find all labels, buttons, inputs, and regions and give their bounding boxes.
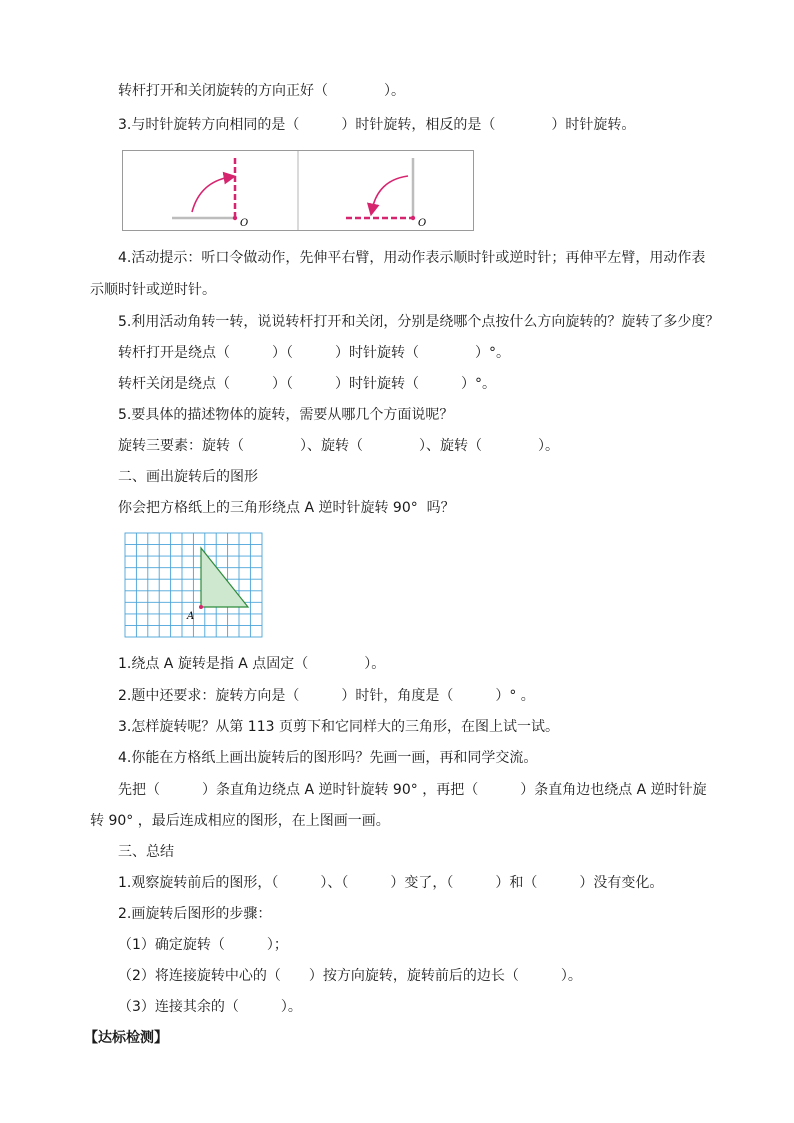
point-a-label: A <box>187 611 195 622</box>
question-5: 5.利用活动角转一转，说说转杆打开和关闭，分别是绕哪个点按什么方向旋转的？旋转了多少度？ <box>118 314 720 330</box>
item-2: 2.题中还要求：旋转方向是（ ）时针，角度是（ ）° 。 <box>118 688 535 704</box>
step-1: （1）确定旋转（ ）； <box>118 937 288 953</box>
triangle <box>201 548 248 607</box>
step-3: （3）连接其余的（ ）。 <box>118 999 302 1015</box>
section-3-heading: 三、总结 <box>118 844 174 860</box>
text-line: 转杆打开和关闭旋转的方向正好（ ）。 <box>118 83 405 99</box>
section-2-question: 你会把方格纸上的三角形绕点 A 逆时针旋转 90° 吗？ <box>118 500 455 516</box>
question-4-cont: 示顺时针或逆时针。 <box>90 282 216 298</box>
item-3: 3.怎样旋转呢？从第 113 页剪下和它同样大的三角形，在图上试一试。 <box>118 719 559 735</box>
item-1: 1.绕点 A 旋转是指 A 点固定（ ）。 <box>118 656 386 672</box>
question-4: 4.活动提示：听口令做动作，先伸平右臂，用动作表示顺时针或逆时针；再伸平左臂，用动作表 <box>118 250 706 266</box>
question-5b: 5.要具体的描述物体的旋转，需要从哪几个方面说呢？ <box>118 407 454 423</box>
question-3: 3.与时针旋转方向相同的是（ ）时针旋转，相反的是（ ）时针旋转。 <box>118 117 636 133</box>
fill-open: 转杆打开是绕点（ ）（ ）时针旋转（ ）°。 <box>118 345 510 361</box>
step-2: （2）将连接旋转中心的（ ）按方向旋转，旋转前后的边长（ ）。 <box>118 968 582 984</box>
point-o-label: O <box>240 218 249 229</box>
point-o-label: O <box>418 218 427 229</box>
item-4-fill: 先把（ ）条直角边绕点 A 逆时针旋转 90° ，再把（ ）条直角边也绕点 A 逆时针旋 <box>118 782 707 798</box>
three-elements: 旋转三要素：旋转（ ）、旋转（ ）、旋转（ ）。 <box>118 438 559 454</box>
item-4: 4.你能在方格纸上画出旋转后的图形吗？先画一画，再和同学交流。 <box>118 750 538 766</box>
point-a <box>199 605 203 609</box>
fill-close: 转杆关闭是绕点（ ）（ ）时针旋转（ ）°。 <box>118 376 496 392</box>
section-2-heading: 二、画出旋转后的图形 <box>118 469 258 485</box>
rotation-direction-figure <box>122 150 474 232</box>
item-4-fill-cont: 转 90° ，最后连成相应的图形，在上图画一画。 <box>90 813 390 829</box>
summary-1: 1.观察旋转前后的图形，（ ）、（ ）变了，（ ）和（ ）没有变化。 <box>118 875 664 891</box>
summary-2: 2.画旋转后图形的步骤： <box>118 906 272 922</box>
assessment-heading: 【达标检测】 <box>84 1030 168 1046</box>
grid-triangle-figure <box>120 531 268 641</box>
